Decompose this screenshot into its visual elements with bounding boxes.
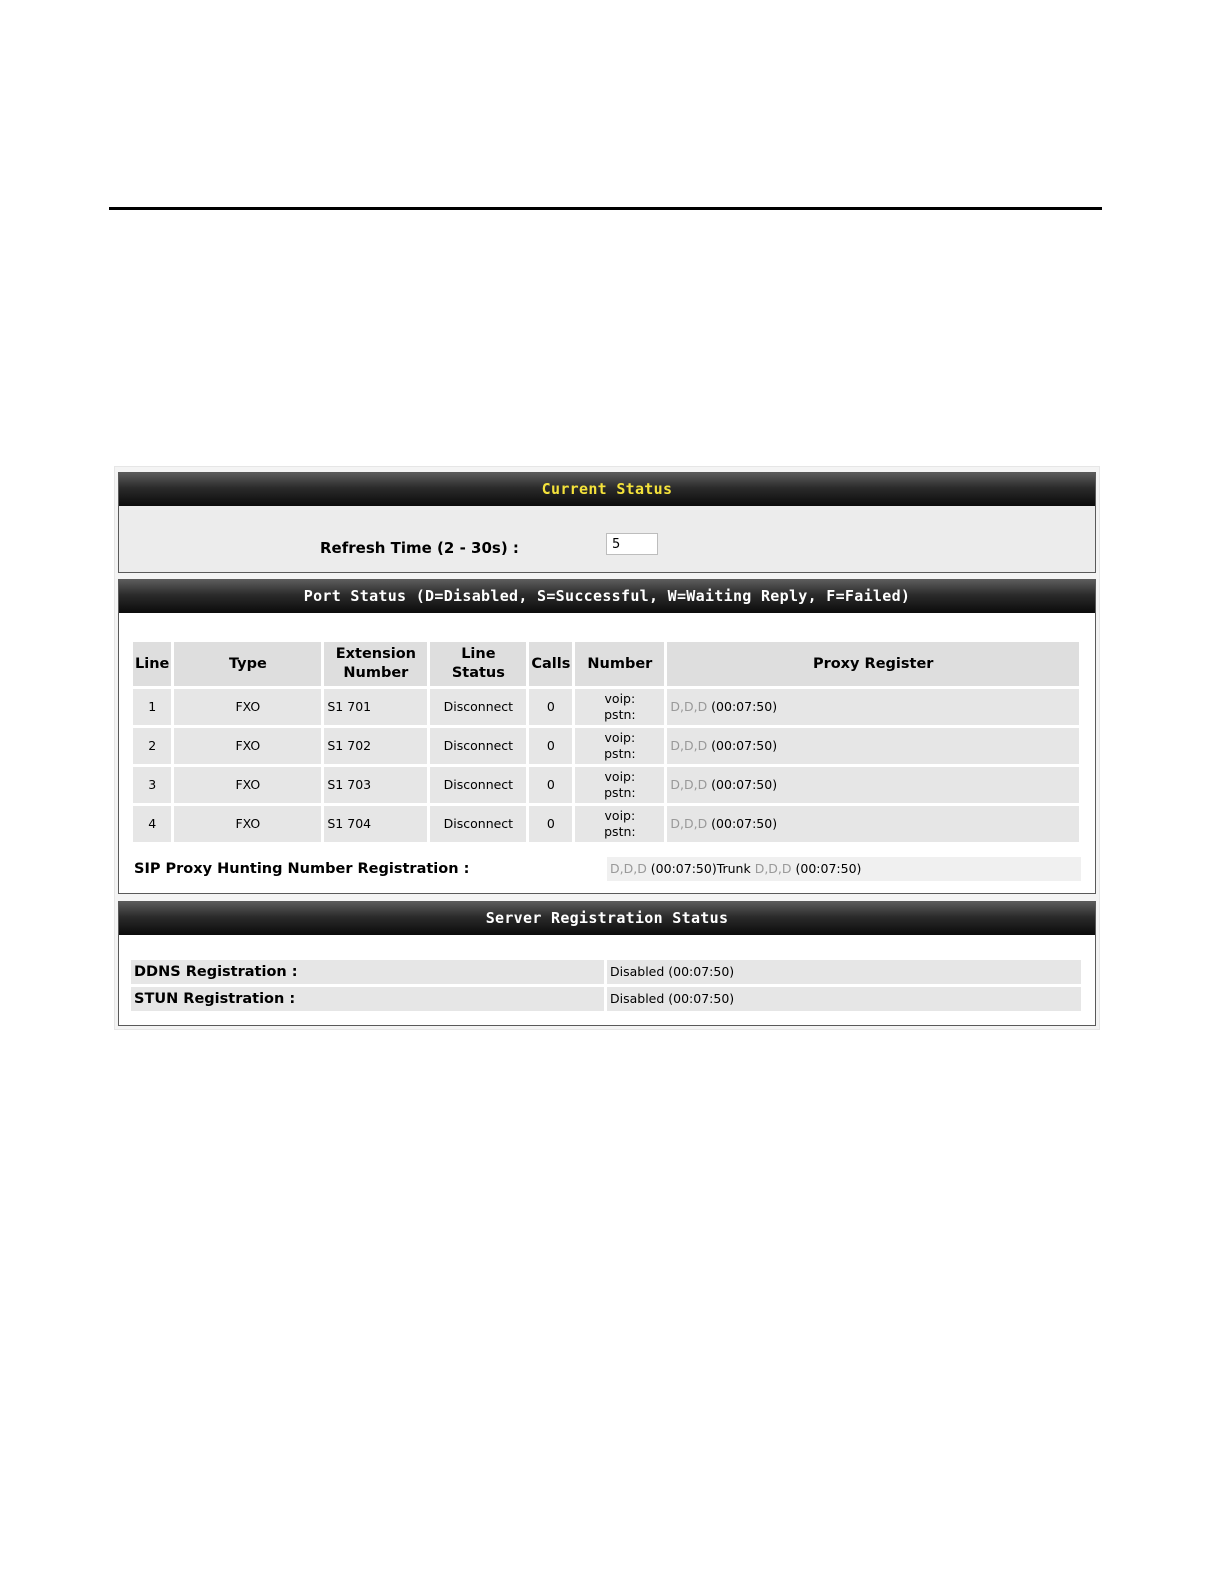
table-row bbox=[133, 767, 1079, 803]
proxy-register-cell: D,D,D (00:07:50) bbox=[667, 689, 1079, 725]
sip-proxy-hunting-label: SIP Proxy Hunting Number Registration : bbox=[131, 857, 604, 881]
col-proxy-register-header: Proxy Register bbox=[667, 642, 1079, 686]
type-cell: FXO bbox=[174, 806, 321, 842]
line-status-cell: Disconnect bbox=[430, 806, 526, 842]
stun-registration-value: Disabled (00:07:50) bbox=[607, 987, 1081, 1011]
table-row bbox=[133, 689, 1079, 725]
line-status-cell: Disconnect bbox=[430, 767, 526, 803]
line-cell: 4 bbox=[133, 806, 171, 842]
stun-registration-label: STUN Registration : bbox=[131, 987, 604, 1011]
proxy-register-cell: D,D,D (00:07:50) bbox=[667, 806, 1079, 842]
ddns-registration-label: DDNS Registration : bbox=[131, 960, 604, 984]
calls-cell: 0 bbox=[529, 806, 572, 842]
type-cell: FXO bbox=[174, 728, 321, 764]
col-number-header: Number bbox=[575, 642, 664, 686]
table-row bbox=[133, 728, 1079, 764]
number-cell: voip: pstn: bbox=[575, 728, 664, 764]
line-cell: 1 bbox=[133, 689, 171, 725]
status-panel bbox=[114, 466, 1100, 1030]
calls-cell: 0 bbox=[529, 689, 572, 725]
table-header-row bbox=[133, 642, 1079, 686]
port-status-title: Port Status (D=Disabled, S=Successful, W=Waiting Reply, F=Failed) bbox=[119, 580, 1095, 613]
stun-registration-row bbox=[131, 987, 1081, 1011]
type-cell: FXO bbox=[174, 689, 321, 725]
line-cell: 3 bbox=[133, 767, 171, 803]
port-status-section bbox=[118, 579, 1096, 894]
line-cell: 2 bbox=[133, 728, 171, 764]
type-cell: FXO bbox=[174, 767, 321, 803]
current-status-section bbox=[118, 472, 1096, 573]
extension-cell: S1 703 bbox=[324, 767, 427, 803]
sip-proxy-hunting-value: D,D,D (00:07:50)Trunk D,D,D (00:07:50) bbox=[607, 857, 1081, 881]
server-registration-title: Server Registration Status bbox=[119, 902, 1095, 935]
proxy-register-cell: D,D,D (00:07:50) bbox=[667, 767, 1079, 803]
col-calls-header: Calls bbox=[529, 642, 572, 686]
top-horizontal-rule bbox=[109, 207, 1102, 210]
extension-cell: S1 704 bbox=[324, 806, 427, 842]
extension-cell: S1 701 bbox=[324, 689, 427, 725]
server-registration-section bbox=[118, 901, 1096, 1026]
sip-proxy-hunting-row bbox=[131, 857, 1081, 881]
col-line-header: Line bbox=[133, 642, 171, 686]
col-type-header: Type bbox=[174, 642, 321, 686]
extension-cell: S1 702 bbox=[324, 728, 427, 764]
line-status-cell: Disconnect bbox=[430, 689, 526, 725]
calls-cell: 0 bbox=[529, 767, 572, 803]
port-status-table bbox=[130, 639, 1082, 845]
proxy-register-cell: D,D,D (00:07:50) bbox=[667, 728, 1079, 764]
col-line-status-header: Line Status bbox=[430, 642, 526, 686]
line-status-cell: Disconnect bbox=[430, 728, 526, 764]
number-cell: voip: pstn: bbox=[575, 806, 664, 842]
number-cell: voip: pstn: bbox=[575, 689, 664, 725]
ddns-registration-value: Disabled (00:07:50) bbox=[607, 960, 1081, 984]
table-row bbox=[133, 806, 1079, 842]
refresh-time-label: Refresh Time (2 - 30s) : bbox=[320, 539, 519, 557]
ddns-registration-row bbox=[131, 960, 1081, 984]
refresh-time-input[interactable] bbox=[606, 533, 658, 555]
calls-cell: 0 bbox=[529, 728, 572, 764]
number-cell: voip: pstn: bbox=[575, 767, 664, 803]
col-extension-header: Extension Number bbox=[324, 642, 427, 686]
current-status-title: Current Status bbox=[119, 473, 1095, 506]
